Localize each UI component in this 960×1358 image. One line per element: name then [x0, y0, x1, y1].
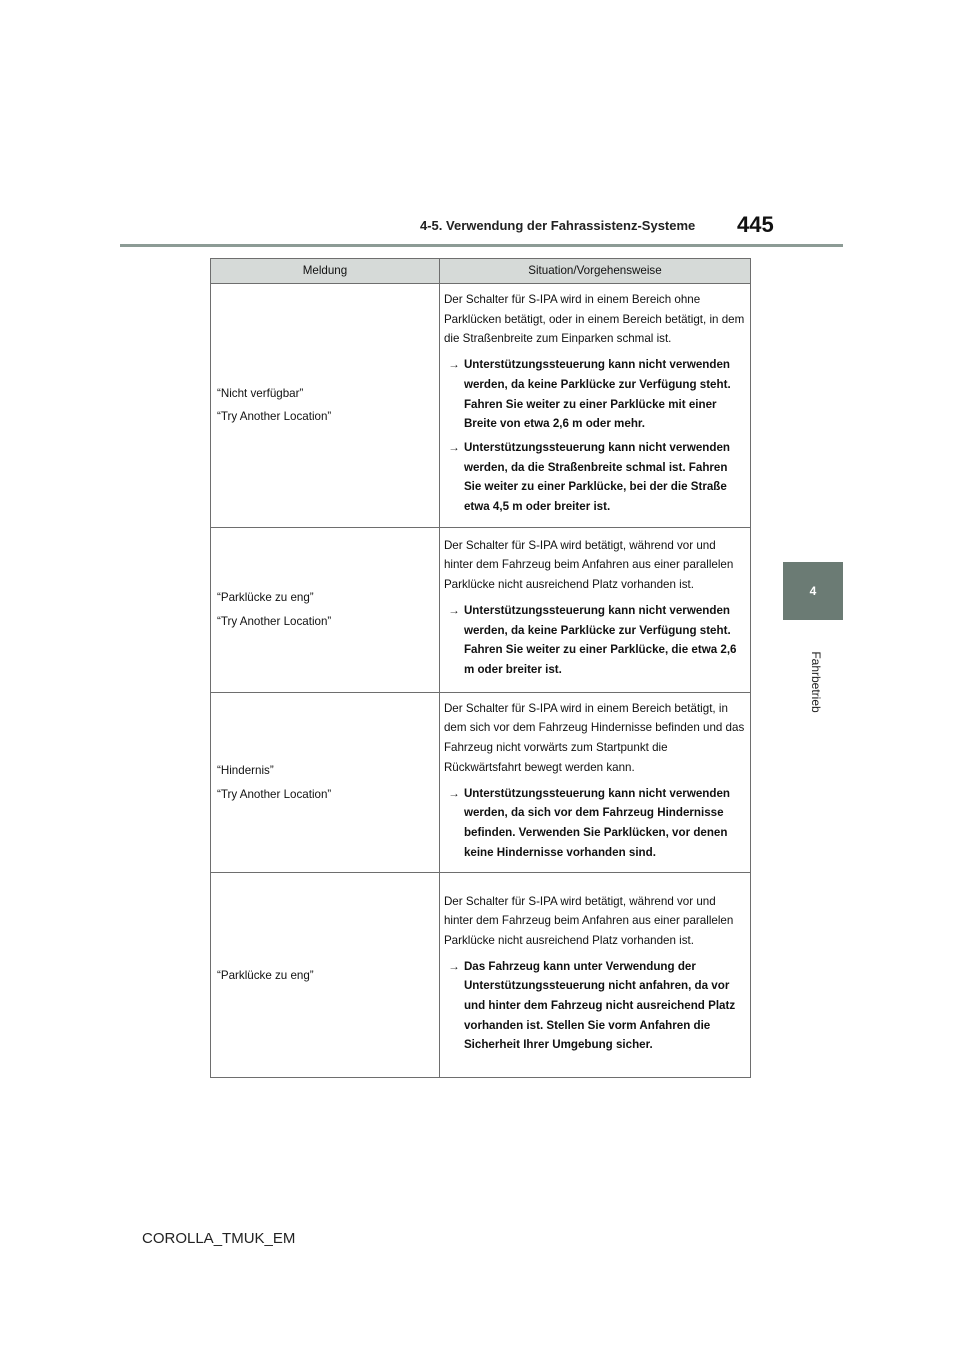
page-number: 445 [737, 212, 774, 237]
arrow-right-icon: → [448, 786, 460, 800]
header-divider [120, 244, 843, 247]
table-row [211, 284, 751, 528]
situation-description: Der Schalter für S-IPA wird betätigt, während vor und hinter dem Fahrzeug beim Anfahren aus einer parallelen Parklücke nicht ausreichend Platz vorhanden ist. [443, 894, 734, 947]
message-text: “Try Another Location” [217, 614, 332, 628]
table-header-row [211, 259, 751, 284]
message-text: “Nicht verfügbar” [217, 386, 304, 400]
action-step [444, 957, 746, 1056]
situation-description: Der Schalter für S-IPA wird in einem Bereich betätigt, in dem sich vor dem Fahrzeug Hindernisse befinden und das Fahrzeug nicht vorwärts zum Startpunkt die Rückwärtsfahrt bewegt werden kann. [443, 701, 745, 774]
situation-cell [439, 873, 750, 1078]
action-step [444, 601, 746, 680]
situation-description: Der Schalter für S-IPA wird betätigt, während vor und hinter dem Fahrzeug beim Anfahren aus einer parallelen Parklücke nicht ausreichend Platz vorhanden ist. [443, 538, 734, 592]
table-row [211, 692, 751, 873]
message-text: “Parklücke zu eng” [217, 968, 314, 982]
message-cell [211, 527, 440, 692]
chapter-label: Fahrbetrieb [809, 651, 823, 713]
table-row [211, 873, 751, 1078]
action-step-text: Unterstützungssteuerung kann nicht verwenden werden, da sich vor dem Fahrzeug Hindernisse befinden. Verwenden Sie Parklücken, vor denen keine Hindernisse vorhanden sind. [463, 786, 730, 859]
message-cell [211, 284, 440, 528]
situation-cell [439, 527, 750, 692]
table-row [211, 527, 751, 692]
arrow-right-icon: → [448, 603, 460, 617]
chapter-tab[interactable]: 4 [783, 562, 843, 620]
action-step [444, 784, 746, 863]
arrow-right-icon: → [448, 440, 460, 454]
section-title: 4-5. Verwendung der Fahrassistenz-Systeme [420, 218, 696, 233]
document-code: COROLLA_TMUK_EM [142, 1230, 296, 1247]
column-header-situation: Situation/Vorgehensweise [439, 259, 750, 284]
action-step [444, 355, 746, 434]
message-cell [211, 873, 440, 1078]
message-text: “Hindernis” [217, 763, 274, 777]
situation-cell [439, 284, 750, 528]
message-cell [211, 692, 440, 873]
action-step-text: Das Fahrzeug kann unter Verwendung der Unterstützungssteuerung nicht anfahren, da vor und hinter dem Fahrzeug nicht ausreichend Platz vorhanden ist. Stellen Sie vorm Anfahren die Sicherheit Ihrer Umgebung sicher. [463, 959, 736, 1052]
arrow-right-icon: → [448, 959, 460, 973]
column-header-meldung: Meldung [211, 259, 440, 284]
message-text: “Parklücke zu eng” [217, 591, 314, 605]
action-step-text: Unterstützungssteuerung kann nicht verwenden werden, da keine Parklücke zur Verfügung steht. Fahren Sie weiter zu einer Parklücke mit einer Breite von etwa 2,6 m oder mehr. [463, 358, 731, 431]
message-text: “Try Another Location” [217, 787, 332, 801]
message-table [210, 258, 751, 1078]
situation-description: Der Schalter für S-IPA wird in einem Bereich ohne Parklücken betätigt, oder in einem Bereich betätigt, in dem die Straßenbreite zum Einparken schmal ist. [443, 293, 745, 346]
message-text: “Try Another Location” [217, 410, 332, 424]
arrow-right-icon: → [448, 358, 460, 372]
action-step [444, 438, 746, 517]
action-step-text: Unterstützungssteuerung kann nicht verwenden werden, da die Straßenbreite schmal ist. Fahren Sie weiter zu einer Parklücke, bei der die Straße etwa 4,5 m oder breiter ist. [463, 440, 730, 514]
situation-cell [439, 692, 750, 873]
action-step-text: Unterstützungssteuerung kann nicht verwenden werden, da keine Parklücke zur Verfügung steht. Fahren Sie weiter zu einer Parklücke, die etwa 2,6 m oder breiter ist. [463, 603, 737, 676]
